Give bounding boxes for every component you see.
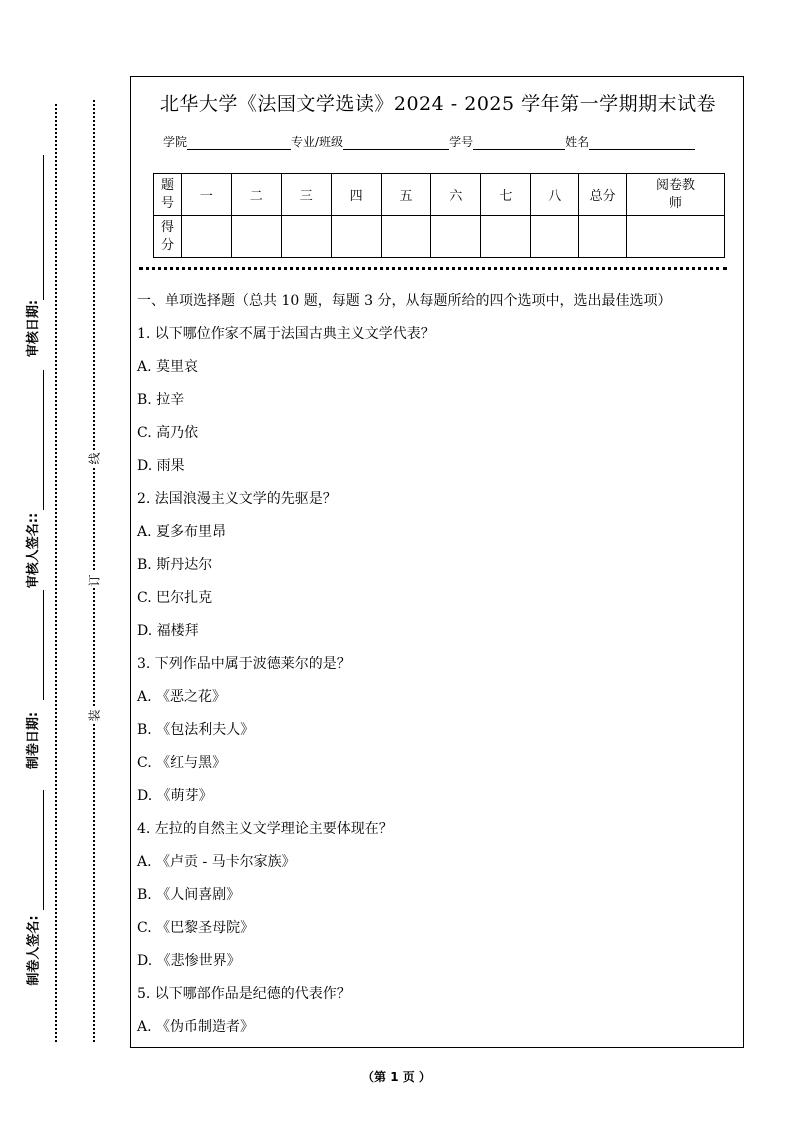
- binding-mark-fold: 装: [87, 708, 102, 722]
- score-cell[interactable]: [431, 216, 481, 258]
- student-id-label: 学号: [449, 135, 474, 149]
- option-item[interactable]: B. 《包法利夫人》: [137, 722, 255, 738]
- major-field[interactable]: [343, 137, 449, 150]
- major-label: 专业/班级: [291, 135, 344, 149]
- review-date-line: [43, 155, 44, 300]
- dotted-line-outer: [55, 104, 57, 1042]
- score-cell[interactable]: [231, 216, 281, 258]
- dotted-separator: [139, 267, 727, 270]
- exam-frame: [130, 76, 744, 1048]
- option-item[interactable]: A. 莫里哀: [137, 359, 199, 375]
- name-field[interactable]: [589, 137, 695, 150]
- score-cell[interactable]: [181, 216, 231, 258]
- score-cell-grader[interactable]: [627, 216, 725, 258]
- make-date-line: [43, 590, 44, 700]
- score-cell[interactable]: [281, 216, 331, 258]
- option-item[interactable]: C. 高乃依: [137, 425, 199, 441]
- question-text: 1. 以下哪位作家不属于法国古典主义文学代表？: [137, 326, 435, 342]
- question-text: 5. 以下哪部作品是纪德的代表作？: [137, 986, 351, 1002]
- binding-mark-bind: 订: [87, 573, 102, 587]
- option-item[interactable]: A. 《伪币制造者》: [137, 1019, 255, 1035]
- score-cell[interactable]: [531, 216, 579, 258]
- dotted-line-binding: [93, 100, 95, 1042]
- col-header: 六: [431, 174, 481, 216]
- option-item[interactable]: D. 《悲惨世界》: [137, 953, 241, 969]
- make-date-label: 制卷日期:: [26, 711, 42, 769]
- binding-mark-line: 线: [87, 451, 102, 465]
- college-field[interactable]: [187, 137, 291, 150]
- maker-sign-label: 制卷人签名:: [26, 914, 42, 986]
- score-table: [153, 173, 725, 258]
- student-id-field[interactable]: [473, 137, 565, 150]
- page-footer: （第 1 页 ）: [362, 1070, 431, 1084]
- col-header: 三: [281, 174, 331, 216]
- row-label-score: 得分: [154, 216, 182, 258]
- col-header: 七: [481, 174, 531, 216]
- option-item[interactable]: A. 《恶之花》: [137, 689, 227, 705]
- review-date-label: 审核日期:: [26, 299, 42, 357]
- score-cell[interactable]: [381, 216, 431, 258]
- col-header: 一: [181, 174, 231, 216]
- option-item[interactable]: B. 斯丹达尔: [137, 557, 213, 573]
- row-label-question: 题号: [154, 174, 182, 216]
- col-header-total: 总分: [579, 174, 627, 216]
- college-label: 学院: [163, 135, 188, 149]
- question-text: 2. 法国浪漫主义文学的先驱是？: [137, 491, 337, 507]
- col-header: 八: [531, 174, 579, 216]
- option-item[interactable]: A. 夏多布里昂: [137, 524, 227, 540]
- col-header: 四: [331, 174, 381, 216]
- question-section: [137, 289, 737, 1048]
- option-item[interactable]: D. 《萌芽》: [137, 788, 213, 804]
- reviewer-sign-label: 审核人签名::: [26, 512, 42, 588]
- section-header: 一、单项选择题（总共 10 题，每题 3 分，从每题所给的四个选项中，选出最佳选项）: [137, 293, 672, 309]
- option-item[interactable]: B. 《人间喜剧》: [137, 887, 241, 903]
- maker-sign-line: [43, 790, 44, 910]
- exam-title: 北华大学《法国文学选读》2024 - 2025 学年第一学期期末试卷: [159, 93, 717, 115]
- score-cell[interactable]: [481, 216, 531, 258]
- reviewer-sign-line: [43, 370, 44, 510]
- question-text: 3. 下列作品中属于波德莱尔的是？: [137, 656, 351, 672]
- option-item[interactable]: D. 福楼拜: [137, 623, 199, 639]
- score-cell[interactable]: [331, 216, 381, 258]
- option-item[interactable]: A. 《卢贡 - 马卡尔家族》: [137, 854, 296, 870]
- option-item[interactable]: D. 雨果: [137, 458, 185, 474]
- question-text: 4. 左拉的自然主义文学理论主要体现在？: [137, 821, 393, 837]
- student-info-row: [163, 133, 695, 150]
- col-header: 五: [381, 174, 431, 216]
- option-item[interactable]: C. 《巴黎圣母院》: [137, 920, 255, 936]
- option-item[interactable]: C. 巴尔扎克: [137, 590, 213, 606]
- option-item[interactable]: B. 拉辛: [137, 392, 185, 408]
- option-item[interactable]: C. 《红与黑》: [137, 755, 227, 771]
- col-header: 二: [231, 174, 281, 216]
- col-header-grader: 阅卷教师: [627, 174, 725, 216]
- name-label: 姓名: [565, 135, 590, 149]
- score-cell-total[interactable]: [579, 216, 627, 258]
